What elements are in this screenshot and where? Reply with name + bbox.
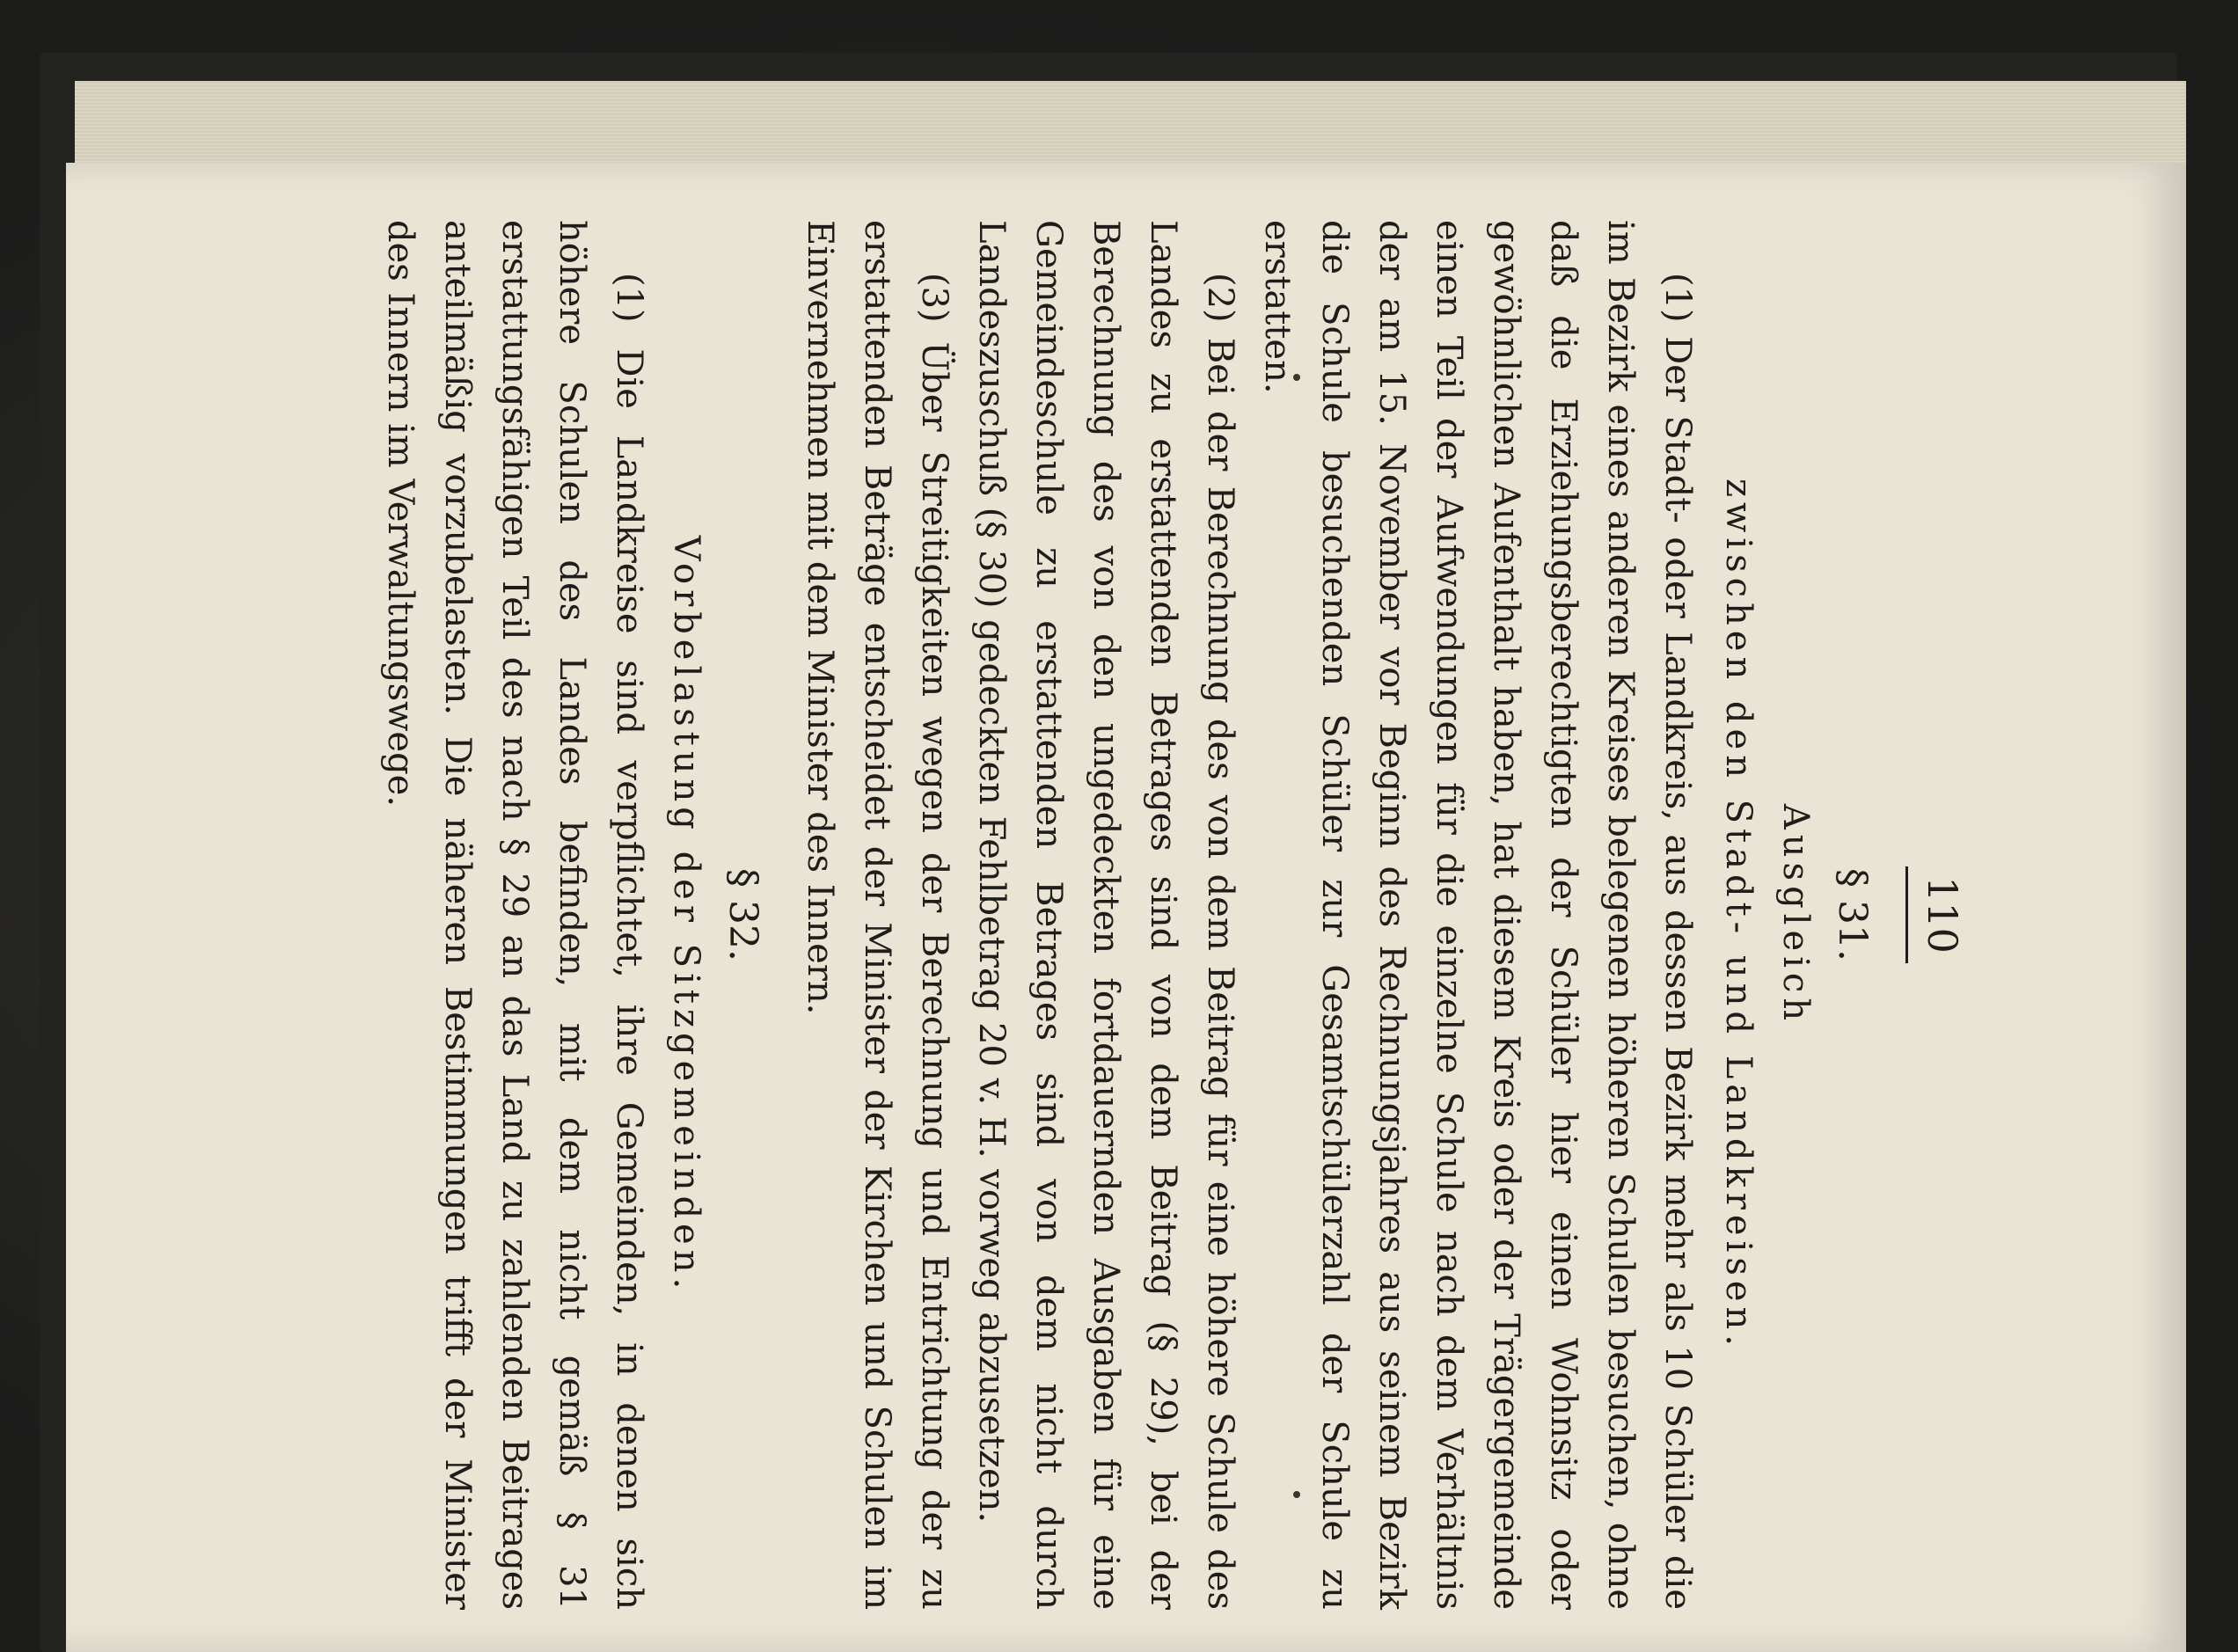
section-31-title: Ausgleich xyxy=(1775,803,1816,1027)
section-32-paragraph-1: (1) Die Landkreise sind verpflichtet, ihre Gemeinden, in denen sich höhere Schulen des Landes befinden, mit dem nicht gemäß § 31 erstattungsfähigen Teil des nach § 29 an das Land zu zahlenden Beitrages anteilmäßig vorzubelasten. Die näheren Bestimmungen trifft der Minister des Innern im Verwaltungswege. xyxy=(380,220,649,1610)
section-31-subtitle: zwischen den Stadt- und Landkreisen. xyxy=(1718,478,1759,1352)
page-number: 110 xyxy=(1919,876,1966,954)
section-31-paragraph-1: (1) Der Stadt- oder Landkreis, aus dessen Bezirk mehr als 10 Schüler die im Bezirk eines anderen Kreises belegenen höheren Schulen besuchen, ohne daß die Erziehungsberechtigten der Schüler hier einen Wohnsitz oder gewöhnlichen Aufenthalt haben, hat diesem Kreis oder der Trägergemeinde einen Teil der Aufwendungen für die einzelne Schule nach dem Verhältnis der am 15. November vor Beginn des Rechnungsjahres aus seinem Bezirk die Schule besuchenden Schüler zur Gesamtschülerzahl der Schule zu erstatten. xyxy=(1257,220,1698,1610)
section-31-paragraph-2: (2) Bei der Berechnung des von dem Beitrag für eine höhere Schule des Landes zu erstattenden Betrages sind von dem Beitrag (§ 29), bei der Berechnung des von den ungedeckten fortdauernden Ausgaben für eine Gemeindeschule zu erstattenden Betrages sind von dem nicht durch Landeszuschuß (§ 30) gedeckten Fehlbetrag 20 v. H. vorweg abzusetzen. xyxy=(971,220,1240,1610)
section-31-paragraph-3: (3) Über Streitigkeiten wegen der Berechnung und Entrichtung der zu erstattenden Beträge entscheidet der Minister der Kirchen und Schulen im Einvernehmen mit dem Minister des Innern. xyxy=(800,220,954,1610)
section-32-number: § 32. xyxy=(720,868,765,961)
section-32-title: Vorbelastung der Sitzgemeinden. xyxy=(666,535,706,1295)
page-text xyxy=(371,220,1971,1610)
section-spacer xyxy=(772,220,791,1610)
page-number-rule xyxy=(1905,866,1908,963)
section-31-number: § 31. xyxy=(1830,868,1875,961)
